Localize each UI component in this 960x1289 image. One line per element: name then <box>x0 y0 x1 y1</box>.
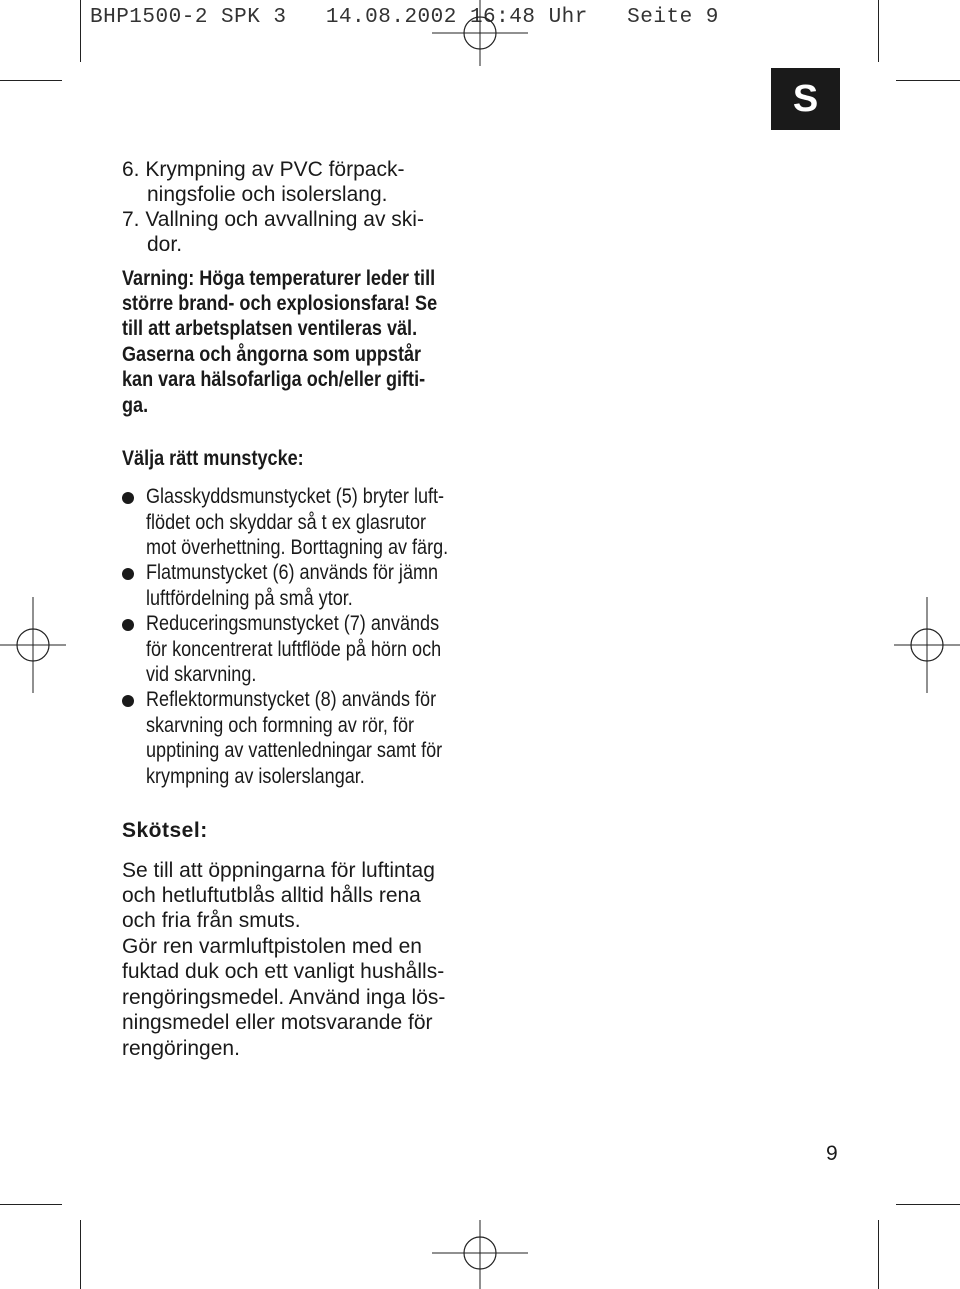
care-line: Gör ren varmluftpistolen med en <box>122 935 422 958</box>
registration-mark-left <box>0 595 70 695</box>
care-line: och fria från smuts. <box>122 909 301 932</box>
bullet-line: Reduceringsmunstycket (7) används <box>146 612 440 635</box>
warning-line: kan vara hälsofarliga och/eller gifti- <box>122 368 426 391</box>
registration-mark-right <box>890 595 960 695</box>
bullet-line: krympning av isolerslangar. <box>146 765 365 788</box>
registration-mark-bottom <box>430 1220 530 1289</box>
bullet-line: vid skarvning. <box>146 663 257 686</box>
page-number: 9 <box>826 1142 838 1165</box>
bullet-line: skarvning och formning av rör, för <box>146 714 415 737</box>
bullet-line: Flatmunstycket (6) används för jämn <box>146 561 439 584</box>
care-line: rengöringsmedel. Använd inga lös- <box>122 986 446 1009</box>
bullet-line: flödet och skyddar så t ex glasrutor <box>146 511 427 534</box>
warning-line: större brand- och explosionsfara! Se <box>122 292 438 315</box>
list-line: dor. <box>147 233 183 256</box>
warning-line: till att arbetsplatsen ventileras väl. <box>122 317 418 340</box>
list-line: 7. Vallning och avvallning av ski- <box>122 208 424 231</box>
warning-line: Gaserna och ångorna som uppstår <box>122 343 422 366</box>
bullet-line: Reflektormunstycket (8) används för <box>146 688 437 711</box>
warning-line: ga. <box>122 394 149 417</box>
care-line: rengöringen. <box>122 1037 240 1060</box>
nozzle-heading: Välja rätt munstycke: <box>122 447 304 470</box>
registration-mark-top <box>430 0 530 70</box>
list-line: ningsfolie och isolerslang. <box>147 183 388 206</box>
bullet-line: upptining av vattenledningar samt för <box>146 739 443 762</box>
bullet-icon <box>122 695 134 707</box>
bullet-line: för koncentrerat luftflöde på hörn och <box>146 638 442 661</box>
bullet-line: luftfördelning på små ytor. <box>146 587 353 610</box>
care-line: och hetluftutblås alltid hålls rena <box>122 884 421 907</box>
print-slug: BHP1500-2 SPK 3 14.08.2002 16:48 Uhr Seite 9 <box>90 6 719 29</box>
care-heading: Skötsel: <box>122 819 208 842</box>
warning-line: Varning: Höga temperaturer leder till <box>122 267 436 290</box>
language-tab: S <box>771 68 840 130</box>
bullet-line: Glasskyddsmunstycket (5) bryter luft- <box>146 485 445 508</box>
bullet-line: mot överhettning. Borttagning av färg. <box>146 536 449 559</box>
care-line: Se till att öppningarna för luftintag <box>122 859 435 882</box>
bullet-icon <box>122 568 134 580</box>
bullet-icon <box>122 492 134 504</box>
bullet-icon <box>122 619 134 631</box>
list-line: 6. Krympning av PVC förpack- <box>122 158 405 181</box>
care-line: fuktad duk och ett vanligt hushålls- <box>122 960 445 983</box>
care-line: ningsmedel eller motsvarande för <box>122 1011 433 1034</box>
